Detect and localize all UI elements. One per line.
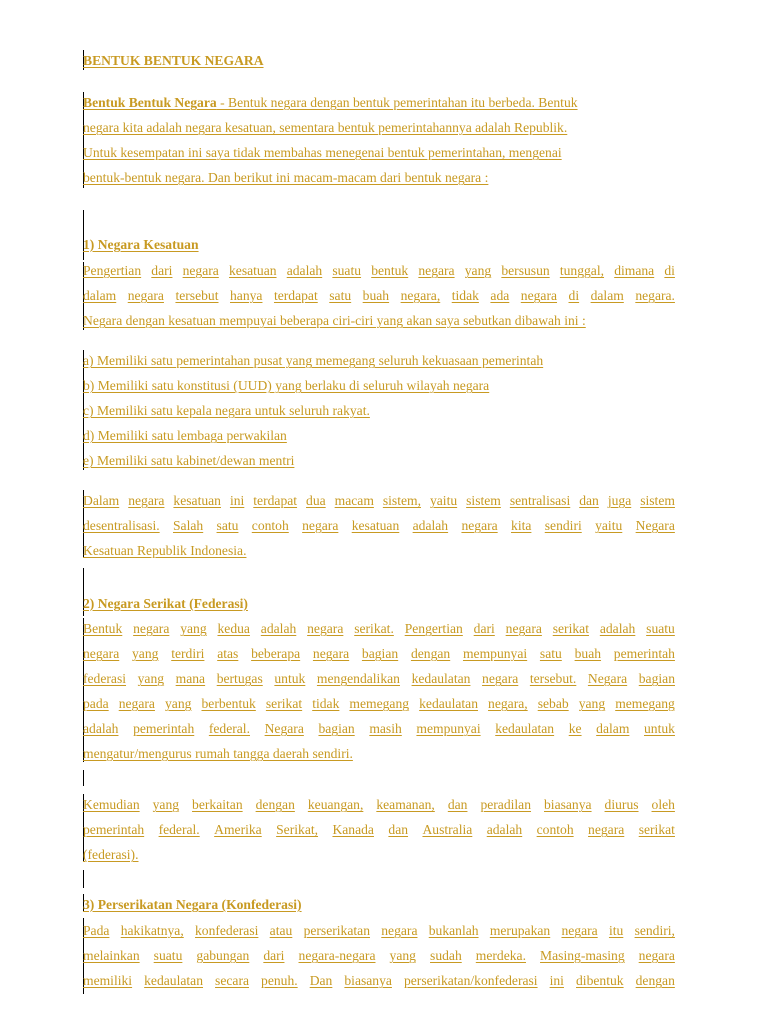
section1-paragraph-1 <box>83 258 675 333</box>
paragraph-line: (federasi). <box>83 847 139 862</box>
paragraph-line: pada negara yang berbentuk serikat tidak memegang kedaulatan negara, sebab yang memegang <box>83 696 675 711</box>
list-item: b) Memiliki satu konstitusi (UUD) yang berlaku di seluruh wilayah negara <box>83 378 490 393</box>
paragraph-line: mengatur/mengurus rumah tangga daerah sendiri. <box>83 746 353 761</box>
section-heading-konfederasi: 3) Perserikatan Negara (Konfederasi) <box>83 897 302 912</box>
paragraph-line: Kesatuan Republik Indonesia. <box>83 543 247 558</box>
paragraph-line: melainkan suatu gabungan dari negara-negara yang sudah merdeka. Masing-masing negara <box>83 948 675 963</box>
section3-paragraph-1 <box>83 918 675 993</box>
list-item: e) Memiliki satu kabinet/dewan mentri <box>83 453 295 468</box>
paragraph-line: adalah pemerintah federal. Negara bagian masih mempunyai kedaulatan ke dalam untuk <box>83 721 675 736</box>
paragraph-line: dalam negara tersebut hanya terdapat satu buah negara, tidak ada negara di dalam negara. <box>83 288 675 303</box>
intro-line-4: bentuk-bentuk negara. Dan berikut ini macam-macam dari bentuk negara : <box>83 170 489 185</box>
paragraph-line: negara yang terdiri atas beberapa negara bagian dengan mempunyai satu buah pemerintah <box>83 646 675 661</box>
change-bar <box>83 770 84 786</box>
intro-lead: Bentuk Bentuk Negara <box>83 95 217 110</box>
section-heading-negara-kesatuan: 1) Negara Kesatuan <box>83 237 199 252</box>
paragraph-line: Negara dengan kesatuan mempuyai beberapa ciri-ciri yang akan saya sebutkan dibawah ini : <box>83 313 586 328</box>
section2-paragraph-1 <box>83 616 675 766</box>
paragraph-line: pemerintah federal. Amerika Serikat, Kanada dan Australia adalah contoh negara serikat <box>83 822 675 837</box>
intro-line-1: Bentuk Bentuk Negara - Bentuk negara dengan bentuk pemerintahan itu berbeda. Bentuk <box>83 95 578 110</box>
paragraph-line: Kemudian yang berkaitan dengan keuangan, keamanan, dan peradilan biasanya diurus oleh <box>83 797 675 812</box>
list-item: d) Memiliki satu lembaga perwakilan <box>83 428 287 443</box>
paragraph-line: Bentuk negara yang kedua adalah negara serikat. Pengertian dari negara serikat adalah suatu <box>83 621 675 636</box>
section1-list <box>83 348 675 473</box>
paragraph-line: desentralisasi. Salah satu contoh negara kesatuan adalah negara kita sendiri yaitu Negara <box>83 518 675 533</box>
paragraph-line: Pada hakikatnya, konfederasi atau perserikatan negara bukanlah merupakan negara itu sendiri, <box>83 923 675 938</box>
intro-paragraph <box>83 90 675 190</box>
list-item: c) Memiliki satu kepala negara untuk seluruh rakyat. <box>83 403 370 418</box>
intro-line-3: Untuk kesempatan ini saya tidak membahas menegenai bentuk pemerintahan, mengenai <box>83 145 562 160</box>
document-title: BENTUK BENTUK NEGARA <box>83 53 264 68</box>
paragraph-line: Pengertian dari negara kesatuan adalah suatu bentuk negara yang bersusun tunggal, dimana di <box>83 263 675 278</box>
intro-line-2: negara kita adalah negara kesatuan, sementara bentuk pemerintahannya adalah Republik. <box>83 120 568 135</box>
paragraph-line: memiliki kedaulatan secara penuh. Dan biasanya perserikatan/konfederasi ini dibentuk dengan <box>83 973 675 988</box>
change-bar <box>83 870 84 888</box>
section-heading-negara-serikat: 2) Negara Serikat (Federasi) <box>83 596 248 611</box>
section1-paragraph-2 <box>83 488 675 563</box>
paragraph-line: federasi yang mana bertugas untuk mengendalikan kedaulatan negara tersebut. Negara bagian <box>83 671 675 686</box>
list-item: a) Memiliki satu pemerintahan pusat yang memegang seluruh kekuasaan pemerintah <box>83 353 544 368</box>
paragraph-line: Dalam negara kesatuan ini terdapat dua macam sistem, yaitu sistem sentralisasi dan juga sistem <box>83 493 675 508</box>
section2-paragraph-2 <box>83 792 675 867</box>
